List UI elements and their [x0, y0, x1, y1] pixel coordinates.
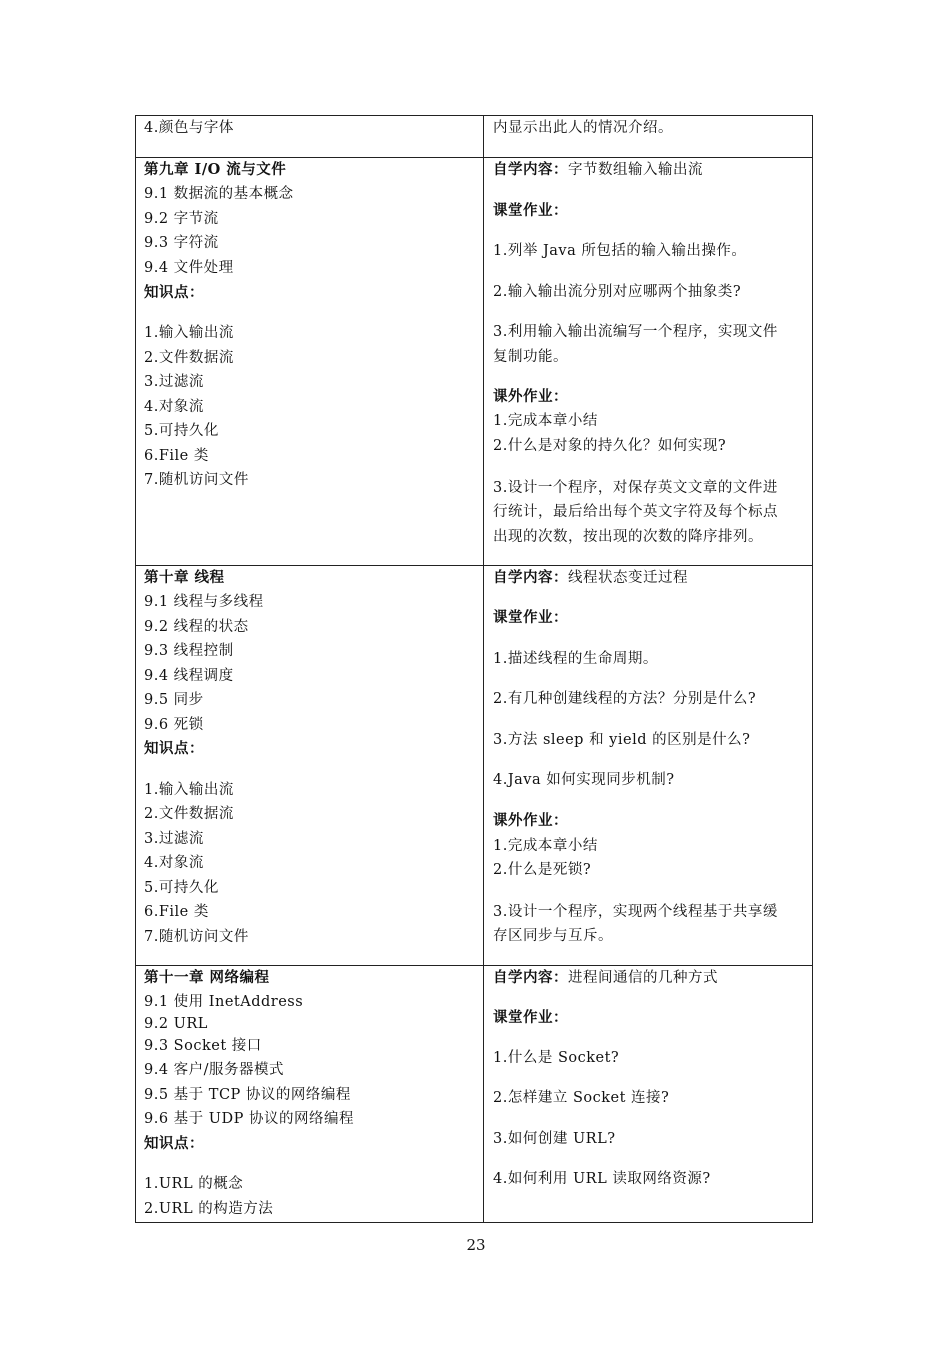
- classwork-item: 1.什么是 Socket?: [493, 1050, 620, 1066]
- homework-label: 课外作业：: [493, 388, 568, 405]
- self-study-text: 进程间通信的几种方式: [568, 970, 718, 986]
- classwork-item: 2.输入输出流分别对应哪两个抽象类?: [493, 284, 742, 300]
- knowledge-point: 6.File 类: [144, 904, 209, 920]
- classwork-item: 1.描述线程的生命周期。: [493, 651, 658, 667]
- section-item: 9.2 线程的状态: [144, 619, 249, 635]
- knowledge-point: 1.输入输出流: [144, 325, 234, 341]
- syllabus-table: [135, 115, 813, 1223]
- knowledge-point: 7.随机访问文件: [144, 472, 249, 488]
- classwork-item: 3.如何创建 URL?: [493, 1131, 616, 1147]
- section-item: 9.1 使用 InetAddress: [144, 994, 304, 1010]
- section-item: 9.1 数据流的基本概念: [144, 186, 294, 202]
- left-cell-text: 4.颜色与字体: [144, 120, 234, 136]
- classwork-item: 2.怎样建立 Socket 连接?: [493, 1090, 670, 1106]
- knowledge-point: 2.文件数据流: [144, 350, 234, 366]
- knowledge-point: 6.File 类: [144, 448, 209, 464]
- homework-label: 课外作业：: [493, 812, 568, 829]
- self-study-label: 自学内容：: [493, 569, 568, 586]
- classwork-item: 1.列举 Java 所包括的输入输出操作。: [493, 243, 747, 259]
- row-divider: [135, 157, 813, 158]
- section-item: 9.4 文件处理: [144, 260, 234, 276]
- row-divider: [135, 965, 813, 966]
- knowledge-point: 2.URL 的构造方法: [144, 1201, 274, 1217]
- chapter-title: 第九章 I/O 流与文件: [144, 161, 287, 178]
- homework-item: 出现的次数，按出现的次数的降序排列。: [493, 529, 763, 545]
- self-study-text: 线程状态变迁过程: [568, 570, 688, 586]
- knowledge-points-label: 知识点：: [144, 740, 204, 757]
- section-item: 9.5 基于 TCP 协议的网络编程: [144, 1087, 351, 1103]
- section-item: 9.3 线程控制: [144, 643, 234, 659]
- classwork-label: 课堂作业：: [493, 609, 568, 626]
- classwork-item: 3.利用输入输出流编写一个程序，实现文件: [493, 324, 778, 340]
- homework-item: 存区同步与互斥。: [493, 928, 613, 944]
- section-item: 9.4 线程调度: [144, 668, 234, 684]
- homework-item: 1.完成本章小结: [493, 838, 598, 854]
- section-item: 9.5 同步: [144, 692, 204, 708]
- homework-item: 2.什么是死锁?: [493, 862, 592, 878]
- section-item: 9.1 线程与多线程: [144, 594, 264, 610]
- knowledge-point: 5.可持久化: [144, 423, 219, 439]
- chapter-title: 第十章 线程: [144, 569, 225, 586]
- section-item: 9.2 URL: [144, 1016, 208, 1032]
- section-item: 9.6 死锁: [144, 717, 204, 733]
- knowledge-point: 2.文件数据流: [144, 806, 234, 822]
- knowledge-point: 1.URL 的概念: [144, 1176, 244, 1192]
- knowledge-points-label: 知识点：: [144, 284, 204, 301]
- classwork-item: 4.如何利用 URL 读取网络资源?: [493, 1171, 711, 1187]
- right-cell-text: 内显示出此人的情况介绍。: [493, 120, 673, 136]
- knowledge-point: 5.可持久化: [144, 880, 219, 896]
- self-study-line: [493, 569, 688, 587]
- knowledge-point: 3.过滤流: [144, 831, 204, 847]
- section-item: 9.3 字符流: [144, 235, 219, 251]
- section-item: 9.4 客户/服务器模式: [144, 1062, 285, 1078]
- homework-item: 3.设计一个程序，对保存英文文章的文件进: [493, 480, 778, 496]
- classwork-label: 课堂作业：: [493, 1009, 568, 1026]
- classwork-label: 课堂作业：: [493, 202, 568, 219]
- classwork-item: 3.方法 sleep 和 yield 的区别是什么?: [493, 732, 751, 748]
- row-divider: [135, 565, 813, 566]
- classwork-item: 复制功能。: [493, 349, 568, 365]
- classwork-item: 2.有几种创建线程的方法？分别是什么?: [493, 691, 757, 707]
- knowledge-point: 1.输入输出流: [144, 782, 234, 798]
- section-item: 9.3 Socket 接口: [144, 1038, 262, 1054]
- self-study-line: [493, 969, 718, 987]
- knowledge-points-label: 知识点：: [144, 1135, 204, 1152]
- self-study-label: 自学内容：: [493, 969, 568, 986]
- homework-item: 1.完成本章小结: [493, 413, 598, 429]
- knowledge-point: 7.随机访问文件: [144, 929, 249, 945]
- knowledge-point: 4.对象流: [144, 855, 204, 871]
- column-divider: [483, 115, 484, 1223]
- section-item: 9.6 基于 UDP 协议的网络编程: [144, 1111, 354, 1127]
- chapter-title: 第十一章 网络编程: [144, 969, 270, 986]
- knowledge-point: 3.过滤流: [144, 374, 204, 390]
- self-study-label: 自学内容：: [493, 161, 568, 178]
- homework-item: 3.设计一个程序，实现两个线程基于共享缓: [493, 904, 778, 920]
- homework-item: 2.什么是对象的持久化？如何实现?: [493, 438, 727, 454]
- self-study-line: [493, 161, 703, 179]
- classwork-item: 4.Java 如何实现同步机制?: [493, 772, 675, 788]
- homework-item: 行统计，最后给出每个英文字符及每个标点: [493, 504, 778, 520]
- knowledge-point: 4.对象流: [144, 399, 204, 415]
- page-number: 23: [466, 1236, 486, 1254]
- self-study-text: 字节数组输入输出流: [568, 162, 703, 178]
- section-item: 9.2 字节流: [144, 211, 219, 227]
